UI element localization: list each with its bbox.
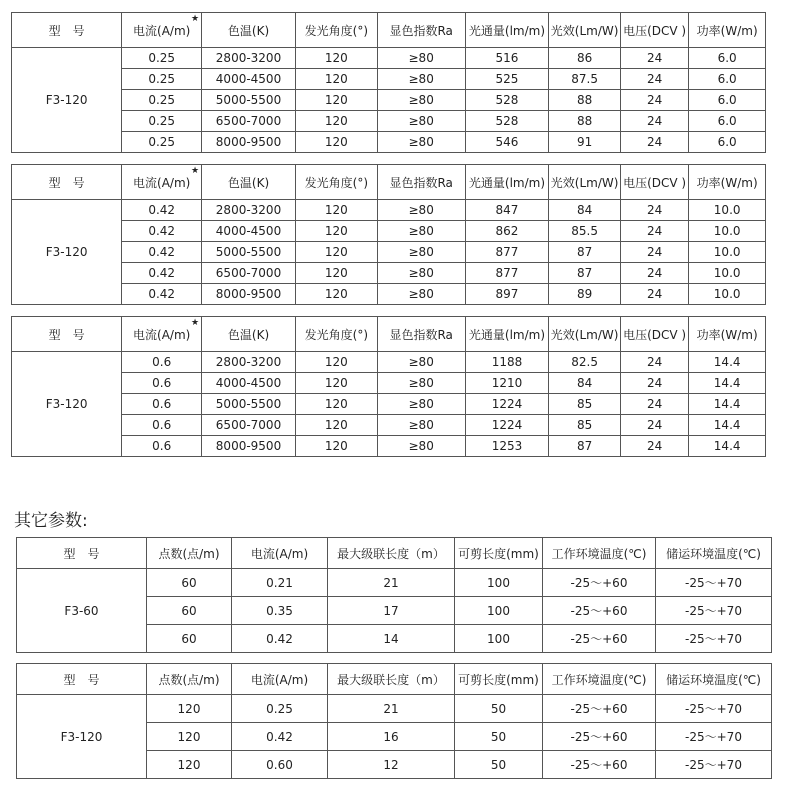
table-cell: 2800-3200 — [202, 352, 296, 373]
table-cell: 16 — [328, 723, 455, 751]
header-voltage-label: 电压(DCV ) — [623, 23, 687, 38]
header-cri — [377, 317, 465, 352]
header-cri-label: 显色指数Ra — [389, 175, 453, 190]
table-cell: 10.0 — [689, 263, 766, 284]
table-cell: 10.0 — [689, 200, 766, 221]
table-cell: 60 — [147, 569, 232, 597]
header-model-label: 型 号 — [48, 175, 85, 190]
table-cell: 85 — [549, 415, 621, 436]
table-cell: 120 — [296, 90, 378, 111]
table-cell: 120 — [296, 284, 378, 305]
star-icon: ★ — [190, 166, 200, 176]
table-cell: 120 — [296, 394, 378, 415]
table-cell: 89 — [549, 284, 621, 305]
table-cell: -25～+70 — [656, 723, 772, 751]
table-cell: -25～+70 — [656, 751, 772, 779]
table-cell: 84 — [549, 373, 621, 394]
table-row — [12, 436, 766, 457]
table-cell: 100 — [455, 569, 543, 597]
header-store_temp: 储运环境温度(℃) — [656, 664, 772, 695]
table-cell: 8000-9500 — [202, 132, 296, 153]
table-cell: 1224 — [465, 394, 549, 415]
table-cell: 1210 — [465, 373, 549, 394]
table-row — [12, 242, 766, 263]
table-cell: 14.4 — [689, 352, 766, 373]
table-cell: 50 — [455, 751, 543, 779]
table-cell: 877 — [465, 242, 549, 263]
header-cct — [202, 317, 296, 352]
header-power — [689, 13, 766, 48]
header-model — [12, 165, 122, 200]
table-cell: 10.0 — [689, 242, 766, 263]
table-row — [12, 394, 766, 415]
table-cell: 120 — [296, 221, 378, 242]
header-power — [689, 317, 766, 352]
table-cell: ≥80 — [377, 394, 465, 415]
table-cell: 14.4 — [689, 415, 766, 436]
table-cell: 0.6 — [122, 415, 202, 436]
header-flux-label: 光通量(lm/m) — [468, 23, 546, 38]
table-cell: 546 — [465, 132, 549, 153]
table-cell: 0.25 — [122, 111, 202, 132]
table-cell: ≥80 — [377, 373, 465, 394]
table-row — [12, 200, 766, 221]
section-title-other-params: 其它参数: — [14, 511, 88, 531]
table-cell: 0.25 — [122, 90, 202, 111]
table-cell: -25～+60 — [543, 569, 656, 597]
table-cell: 0.25 — [122, 48, 202, 69]
header-work_temp: 工作环境温度(℃) — [543, 664, 656, 695]
table-cell: 4000-4500 — [202, 373, 296, 394]
table-cell: 0.42 — [232, 625, 328, 653]
table-cell: 24 — [620, 373, 688, 394]
table-cell: 847 — [465, 200, 549, 221]
header-angle — [296, 13, 378, 48]
header-current — [122, 13, 202, 48]
table-cell: 24 — [620, 394, 688, 415]
table-cell: ≥80 — [377, 48, 465, 69]
table-cell: ≥80 — [377, 242, 465, 263]
table-cell: 24 — [620, 242, 688, 263]
table-cell: 88 — [549, 90, 621, 111]
header-angle-label: 发光角度(°) — [304, 327, 369, 342]
table-cell: 0.6 — [122, 436, 202, 457]
table-row — [12, 90, 766, 111]
table-cell: ≥80 — [377, 352, 465, 373]
header-dots: 点数(点/m) — [147, 538, 232, 569]
table-cell: 24 — [620, 111, 688, 132]
header-flux — [465, 13, 549, 48]
table-cell: 85.5 — [549, 221, 621, 242]
table-cell: ≥80 — [377, 221, 465, 242]
spec-table — [11, 12, 766, 153]
table-cell: 88 — [549, 111, 621, 132]
table-cell: 6.0 — [689, 132, 766, 153]
header-flux-label: 光通量(lm/m) — [468, 327, 546, 342]
header-current-label: 电流(A/m) — [133, 327, 191, 342]
table-cell: ≥80 — [377, 415, 465, 436]
table-cell: 8000-9500 — [202, 284, 296, 305]
header-model: 型 号 — [17, 538, 147, 569]
header-model: 型 号 — [17, 664, 147, 695]
table-cell: 14 — [328, 625, 455, 653]
header-cri-label: 显色指数Ra — [389, 23, 453, 38]
table-cell: -25～+70 — [656, 597, 772, 625]
table-cell: -25～+70 — [656, 625, 772, 653]
header-current: 电流(A/m) — [232, 538, 328, 569]
header-power-label: 功率(W/m) — [696, 327, 758, 342]
other-header-row — [17, 664, 772, 695]
table-row — [12, 221, 766, 242]
table-row — [12, 415, 766, 436]
header-voltage-label: 电压(DCV ) — [623, 175, 687, 190]
table-cell: 120 — [296, 200, 378, 221]
table-cell: 120 — [296, 415, 378, 436]
table-cell: ≥80 — [377, 111, 465, 132]
table-row — [12, 263, 766, 284]
header-voltage — [620, 13, 688, 48]
header-work_temp: 工作环境温度(℃) — [543, 538, 656, 569]
table-cell: 0.6 — [122, 394, 202, 415]
table-row — [12, 111, 766, 132]
table-cell: 91 — [549, 132, 621, 153]
table-cell: 0.21 — [232, 569, 328, 597]
table-cell: 87 — [549, 436, 621, 457]
table-cell: 60 — [147, 625, 232, 653]
star-icon: ★ — [190, 318, 200, 328]
header-max_length: 最大级联长度（m） — [328, 538, 455, 569]
header-model — [12, 13, 122, 48]
table-cell: 12 — [328, 751, 455, 779]
table-cell: 6500-7000 — [202, 111, 296, 132]
table-cell: 10.0 — [689, 284, 766, 305]
table-row — [12, 373, 766, 394]
table-cell: 120 — [147, 695, 232, 723]
header-cut_length: 可剪长度(mm) — [455, 664, 543, 695]
header-cct-label: 色温(K) — [227, 327, 270, 342]
table-cell: 0.42 — [122, 221, 202, 242]
table-cell: 87 — [549, 242, 621, 263]
table-cell: 8000-9500 — [202, 436, 296, 457]
table-cell: 6500-7000 — [202, 415, 296, 436]
header-voltage — [620, 317, 688, 352]
header-angle-label: 发光角度(°) — [304, 175, 369, 190]
table-row — [12, 284, 766, 305]
header-flux-label: 光通量(lm/m) — [468, 175, 546, 190]
table-cell: 5000-5500 — [202, 394, 296, 415]
table-cell: 0.42 — [122, 200, 202, 221]
header-max_length: 最大级联长度（m） — [328, 664, 455, 695]
table-cell: 24 — [620, 132, 688, 153]
header-model — [12, 317, 122, 352]
table-cell: 6.0 — [689, 69, 766, 90]
table-cell: 525 — [465, 69, 549, 90]
table-cell: -25～+60 — [543, 625, 656, 653]
table-cell: 24 — [620, 284, 688, 305]
table-row — [12, 48, 766, 69]
table-cell: -25～+70 — [656, 569, 772, 597]
table-cell: 24 — [620, 48, 688, 69]
table-cell: 24 — [620, 221, 688, 242]
table-cell: 6500-7000 — [202, 263, 296, 284]
table-cell: 120 — [147, 751, 232, 779]
table-cell: 85 — [549, 394, 621, 415]
table-cell: 0.6 — [122, 352, 202, 373]
table-cell: 24 — [620, 436, 688, 457]
header-efficacy — [549, 317, 621, 352]
table-cell: 2800-3200 — [202, 48, 296, 69]
model-cell: F3-120 — [12, 48, 122, 153]
table-cell: 0.60 — [232, 751, 328, 779]
table-cell: 1188 — [465, 352, 549, 373]
table-cell: 120 — [296, 263, 378, 284]
table-cell: 84 — [549, 200, 621, 221]
header-angle-label: 发光角度(°) — [304, 23, 369, 38]
table-cell: 14.4 — [689, 394, 766, 415]
table-cell: 897 — [465, 284, 549, 305]
table-cell: 24 — [620, 415, 688, 436]
header-dots: 点数(点/m) — [147, 664, 232, 695]
header-cct — [202, 13, 296, 48]
table-cell: 120 — [296, 373, 378, 394]
table-cell: 0.42 — [122, 284, 202, 305]
spec-table — [11, 316, 766, 457]
model-cell: F3-60 — [17, 569, 147, 653]
table-cell: 120 — [296, 352, 378, 373]
header-voltage — [620, 165, 688, 200]
table-cell: 528 — [465, 111, 549, 132]
table-cell: ≥80 — [377, 263, 465, 284]
spec-header-row — [12, 317, 766, 352]
table-cell: 120 — [296, 242, 378, 263]
table-cell: 4000-4500 — [202, 69, 296, 90]
table-cell: 4000-4500 — [202, 221, 296, 242]
table-cell: 0.25 — [232, 695, 328, 723]
header-angle — [296, 165, 378, 200]
header-efficacy — [549, 13, 621, 48]
table-cell: ≥80 — [377, 90, 465, 111]
table-cell: 6.0 — [689, 90, 766, 111]
header-cct-label: 色温(K) — [227, 175, 270, 190]
spec-header-row — [12, 13, 766, 48]
table-cell: ≥80 — [377, 200, 465, 221]
header-store_temp: 储运环境温度(℃) — [656, 538, 772, 569]
table-cell: 0.6 — [122, 373, 202, 394]
other-header-row — [17, 538, 772, 569]
table-cell: -25～+60 — [543, 723, 656, 751]
table-cell: 21 — [328, 569, 455, 597]
header-current-label: 电流(A/m) — [133, 175, 191, 190]
table-cell: 21 — [328, 695, 455, 723]
table-cell: 120 — [296, 48, 378, 69]
table-cell: ≥80 — [377, 69, 465, 90]
header-power-label: 功率(W/m) — [696, 175, 758, 190]
table-cell: 0.42 — [122, 263, 202, 284]
header-angle — [296, 317, 378, 352]
header-cct-label: 色温(K) — [227, 23, 270, 38]
table-cell: 120 — [296, 111, 378, 132]
spec-table — [11, 164, 766, 305]
table-cell: 862 — [465, 221, 549, 242]
table-cell: 5000-5500 — [202, 242, 296, 263]
header-cct — [202, 165, 296, 200]
model-cell: F3-120 — [12, 200, 122, 305]
table-cell: ≥80 — [377, 284, 465, 305]
header-flux — [465, 165, 549, 200]
table-cell: 0.35 — [232, 597, 328, 625]
header-cri-label: 显色指数Ra — [389, 327, 453, 342]
table-cell: 100 — [455, 597, 543, 625]
table-cell: 516 — [465, 48, 549, 69]
table-cell: 60 — [147, 597, 232, 625]
header-efficacy-label: 光效(Lm/W) — [550, 327, 619, 342]
table-cell: 0.42 — [232, 723, 328, 751]
header-voltage-label: 电压(DCV ) — [623, 327, 687, 342]
table-cell: 24 — [620, 90, 688, 111]
spec-header-row — [12, 165, 766, 200]
table-cell: 877 — [465, 263, 549, 284]
table-cell: 100 — [455, 625, 543, 653]
table-cell: 24 — [620, 69, 688, 90]
table-cell: 24 — [620, 263, 688, 284]
table-cell: 120 — [296, 436, 378, 457]
table-cell: 1253 — [465, 436, 549, 457]
other-params-table — [16, 537, 772, 653]
table-cell: 24 — [620, 352, 688, 373]
table-cell: 87 — [549, 263, 621, 284]
table-cell: 6.0 — [689, 111, 766, 132]
table-row — [12, 132, 766, 153]
header-cri — [377, 165, 465, 200]
table-row — [12, 69, 766, 90]
table-cell: 87.5 — [549, 69, 621, 90]
table-cell: -25～+70 — [656, 695, 772, 723]
table-cell: 17 — [328, 597, 455, 625]
header-current: 电流(A/m) — [232, 664, 328, 695]
table-cell: 86 — [549, 48, 621, 69]
model-cell: F3-120 — [17, 695, 147, 779]
header-efficacy — [549, 165, 621, 200]
header-flux — [465, 317, 549, 352]
header-current — [122, 165, 202, 200]
table-row — [12, 352, 766, 373]
header-model-label: 型 号 — [48, 23, 85, 38]
header-efficacy-label: 光效(Lm/W) — [550, 23, 619, 38]
table-cell: -25～+60 — [543, 751, 656, 779]
header-efficacy-label: 光效(Lm/W) — [550, 175, 619, 190]
header-current — [122, 317, 202, 352]
table-cell: ≥80 — [377, 436, 465, 457]
table-cell: 120 — [296, 69, 378, 90]
table-cell: 50 — [455, 695, 543, 723]
table-cell: 14.4 — [689, 373, 766, 394]
table-cell: ≥80 — [377, 132, 465, 153]
table-cell: -25～+60 — [543, 597, 656, 625]
table-cell: 0.42 — [122, 242, 202, 263]
header-current-label: 电流(A/m) — [133, 23, 191, 38]
table-cell: 120 — [147, 723, 232, 751]
model-cell: F3-120 — [12, 352, 122, 457]
table-row — [17, 695, 772, 723]
table-cell: 0.25 — [122, 132, 202, 153]
table-cell: 10.0 — [689, 221, 766, 242]
table-cell: 82.5 — [549, 352, 621, 373]
table-cell: 528 — [465, 90, 549, 111]
header-cri — [377, 13, 465, 48]
table-row — [17, 569, 772, 597]
other-params-table — [16, 663, 772, 779]
table-cell: 50 — [455, 723, 543, 751]
table-cell: 120 — [296, 132, 378, 153]
header-cut_length: 可剪长度(mm) — [455, 538, 543, 569]
header-model-label: 型 号 — [48, 327, 85, 342]
table-cell: 0.25 — [122, 69, 202, 90]
table-cell: 2800-3200 — [202, 200, 296, 221]
table-cell: 6.0 — [689, 48, 766, 69]
table-cell: 1224 — [465, 415, 549, 436]
header-power — [689, 165, 766, 200]
table-cell: 5000-5500 — [202, 90, 296, 111]
table-cell: 14.4 — [689, 436, 766, 457]
table-cell: 24 — [620, 200, 688, 221]
table-cell: -25～+60 — [543, 695, 656, 723]
star-icon: ★ — [190, 14, 200, 24]
header-power-label: 功率(W/m) — [696, 23, 758, 38]
